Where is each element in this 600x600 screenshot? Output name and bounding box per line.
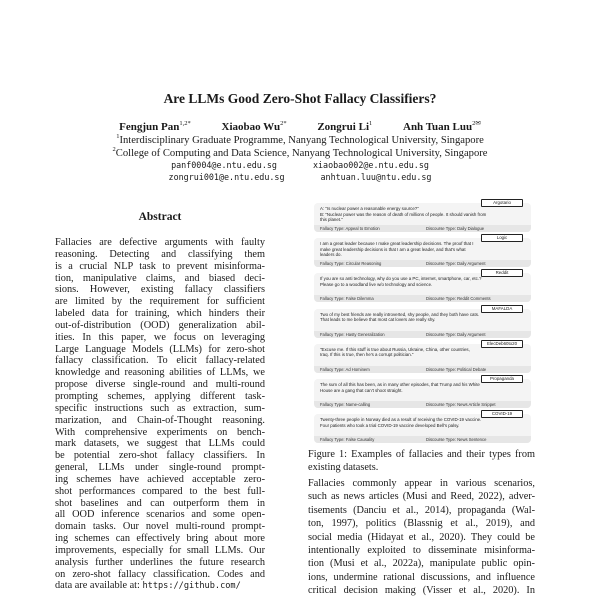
- abstract-line: prompting schemes, applying different task-: [55, 390, 265, 402]
- abstract-line: labeled data for training, which hinders their: [55, 308, 265, 320]
- abstract-line: on zero-shot fallacy classification. Codes and: [55, 568, 265, 580]
- example-text-line: If you are so anti technology, why do you use a PC, internet, smartphone, car, etc.?: [320, 276, 482, 282]
- example-text-line: "Excuse me. If this stuff is true about Russia, Ukraine, China, other countries,: [320, 346, 470, 352]
- dataset-label: MAFALDA: [481, 305, 523, 313]
- abstract-line: sions. However, existing fallacy classifiers: [55, 284, 265, 296]
- author: [119, 121, 191, 133]
- abstract-line: ing schemes can effectively bring about more: [55, 533, 265, 545]
- discourse-type: Discourse Type: Political Debate: [426, 366, 487, 372]
- abstract-line: domain tasks. Our novel multi-round prompt-: [55, 521, 265, 533]
- fallacy-type: Fallacy Type: Appeal to Emotion: [320, 226, 380, 231]
- example-card: [314, 203, 531, 232]
- example-text: [320, 312, 523, 323]
- abstract-line: is a crucial NLP task to prevent misinforma-: [55, 260, 265, 272]
- abstract-line: are limited by the requirement for sufficient: [55, 296, 265, 308]
- dataset-label: Reddit: [481, 269, 523, 277]
- discourse-type: Discourse Type: News Sentence: [426, 437, 487, 443]
- email[interactable]: panf0004@e.ntu.edu.sg: [171, 160, 277, 170]
- abstract-line: fallacy classification. To elicit fallacy-related: [55, 355, 265, 367]
- body-line: ions, undermine rational discussions, and influence: [308, 571, 535, 583]
- author-affil-mark: 2✉: [472, 120, 481, 127]
- example-text-line: I am a great leader because I make great leadership decisions. The proof that I: [320, 241, 474, 247]
- example-type-bar: [314, 225, 531, 232]
- abstract-line: ing schemes have achieved acceptable zero-: [55, 473, 265, 485]
- example-text: [320, 206, 523, 223]
- example-type-bar: [314, 295, 531, 302]
- example-text-line: That leads to me believe that most cat lovers are really shy.: [320, 317, 436, 323]
- fallacy-example: [314, 375, 531, 410]
- abstract-line: reasoning. Detecting and classifying them: [55, 248, 265, 260]
- email-row: [0, 160, 600, 170]
- abstract-line: marization, and Chain-of-Thought reasoning.: [55, 414, 265, 426]
- dataset-label: ElecDeb60to20: [481, 340, 523, 348]
- example-type-bar: [314, 366, 531, 373]
- abstract-line: specific instructions such as extraction, sum-: [55, 402, 265, 414]
- example-text-line: this planet.": [320, 217, 343, 223]
- fallacy-type: Fallacy Type: False Dilemma: [320, 296, 374, 302]
- example-text: [320, 276, 523, 287]
- author-list: [0, 119, 600, 133]
- fallacy-example: [314, 340, 531, 375]
- discourse-type: Discourse Type: Reddit Comments: [426, 296, 491, 302]
- email[interactable]: anhtuan.luu@ntu.edu.sg: [320, 172, 432, 182]
- example-card: [314, 379, 531, 408]
- affiliation: [0, 146, 600, 159]
- example-type-bar: [314, 260, 531, 267]
- paper-title: Are LLMs Good Zero-Shot Fallacy Classifiers?: [163, 91, 437, 106]
- abstract-line: all OOD inference scenarios and some open-: [55, 509, 265, 521]
- example-text: [320, 241, 523, 258]
- body-line: critical decision making (Visser et al., 2020). In: [308, 585, 535, 597]
- example-text-line: B: "Nuclear power was the reason of death of millions of people. It should vanish from: [320, 211, 487, 217]
- abstract-line: shot performances compared to the best full-: [55, 485, 265, 497]
- abstract-line: ities. In this paper, we focus on leveraging: [55, 331, 265, 343]
- affil-text: Interdisciplinary Graduate Programme, Nanyang Technological University, Singapore: [119, 135, 484, 146]
- author-name: Zongrui Li: [317, 121, 369, 133]
- fallacy-example: [314, 305, 531, 340]
- body-line: intentionally exploited to disseminate misinforma-: [308, 544, 535, 556]
- fallacy-type: Fallacy Type: Name-calling: [320, 401, 371, 407]
- fallacy-type: Fallacy Type: False Causality: [320, 437, 375, 443]
- example-text-line: make great leadership decisions is that I am a great leader, and that's what: [320, 246, 466, 252]
- discourse-type: Discourse Type: News Article Snippet: [426, 401, 496, 407]
- example-text-line: Two of my best friends are really introverted, shy people, and they both have cats.: [320, 311, 480, 317]
- example-type-bar: [314, 401, 531, 408]
- example-text-line: House are a gang that can't shoot straight.: [320, 387, 403, 393]
- example-card: [314, 344, 531, 373]
- code-link[interactable]: https://github.com/: [142, 581, 241, 592]
- dataset-label: COVID-19: [481, 410, 523, 418]
- author: [403, 121, 481, 133]
- abstract-line: analysis further underlines the future research: [55, 556, 265, 568]
- example-type-bar: [314, 331, 531, 338]
- example-text-line: Four patients who took a trial COVID-19 vaccine developed Bell's palsy.: [320, 422, 460, 428]
- body-line: Fallacies commonly appear in various scenarios,: [308, 478, 535, 489]
- body-line: such as news articles (Musi and Reed, 2022), adver-: [308, 491, 535, 503]
- caption-line: Figure 1: Examples of fallacies and their types from: [308, 449, 535, 460]
- example-text: [320, 417, 523, 428]
- email[interactable]: xiaobao002@e.ntu.edu.sg: [312, 160, 429, 170]
- author: [317, 121, 372, 133]
- example-text-line: leaders do.: [320, 252, 342, 258]
- discourse-type: Discourse Type: Daily Argument: [426, 261, 486, 267]
- abstract-line-text: data are available at:: [55, 580, 143, 592]
- abstract-line: shot baselines and can outperform them in: [55, 497, 265, 509]
- email-row: [0, 172, 600, 182]
- author-affil-mark: 1: [369, 120, 373, 127]
- example-card: [314, 273, 531, 302]
- abstract-line: knowledge and reasoning abilities of LLMs, we: [55, 367, 265, 379]
- fallacy-example: [314, 410, 531, 445]
- abstract-line: be potential zero-shot fallacy classifiers. In: [55, 450, 265, 462]
- example-card: [314, 414, 531, 443]
- author-name: Xiaobao Wu: [221, 121, 281, 133]
- example-text: [320, 347, 523, 358]
- example-text-line: A: "Is nuclear power a reasonable energy source?": [320, 206, 419, 211]
- example-text: [320, 382, 523, 393]
- fallacy-example: [314, 199, 531, 234]
- affil-number: 2: [112, 146, 116, 153]
- author: [222, 121, 287, 133]
- affil-number: 1: [116, 133, 120, 140]
- fallacy-type: Fallacy Type: Hasty Generalization: [320, 331, 385, 337]
- abstract-line: mark datasets, we suggest that LLMs could: [55, 438, 265, 450]
- fallacy-type: Fallacy Type: Ad Hominem: [320, 366, 370, 372]
- abstract-line: Fallacies are defective arguments with faulty: [55, 237, 265, 248]
- dataset-label: Logic: [481, 234, 523, 242]
- abstract-line: out-of-distribution (OOD) generalization abil-: [55, 319, 265, 331]
- discourse-type: Discourse Type: Daily Argument: [426, 331, 486, 337]
- body-line: ton, 1997), politics (Blassnig et al., 2019), and: [308, 518, 535, 530]
- dataset-label: Propaganda: [481, 375, 523, 383]
- abstract-line: general, LLMs under single-round prompt-: [55, 462, 265, 474]
- body-line: tion (Musi et al., 2022a), manipulate public opin-: [308, 558, 535, 570]
- body-line: tisements (Danciu et al., 2014), propaganda (Wal-: [308, 504, 535, 516]
- discourse-type: Discourse Type: Daily Dialogue: [426, 226, 485, 231]
- figure-1: [314, 199, 531, 445]
- body-line: social media (Hidayat et al., 2020). They could be: [308, 531, 535, 543]
- fallacy-example: [314, 234, 531, 269]
- example-card: [314, 238, 531, 267]
- email[interactable]: zongrui001@e.ntu.edu.sg: [168, 172, 285, 182]
- abstract-line: [55, 580, 265, 592]
- author-name: Anh Tuan Luu: [403, 121, 473, 133]
- example-text-line: The sum of all this has been, as in many other episodes, that Trump and his White: [320, 381, 480, 387]
- caption-line: existing datasets.: [308, 461, 379, 473]
- abstract-line: propose diverse single-round and multi-round: [55, 379, 265, 391]
- author-name: Fengjun Pan: [119, 121, 180, 133]
- fallacy-type: Fallacy Type: Circular Reasoning: [320, 261, 382, 267]
- author-affil-mark: 2*: [280, 120, 287, 127]
- abstract-line: With comprehensive experiments on bench-: [55, 426, 265, 438]
- example-text-line: Please go to a woodland live w/o technology and science.: [320, 281, 433, 287]
- introduction-text: [308, 477, 535, 598]
- affiliation: [0, 133, 600, 146]
- dataset-label: Argotario: [481, 199, 523, 207]
- figure-caption: [308, 449, 535, 474]
- abstract-body: [55, 237, 265, 592]
- fallacy-example: [314, 269, 531, 304]
- example-type-bar: [314, 436, 531, 443]
- abstract-line: tion, manipulative claims, and biased deci-: [55, 272, 265, 284]
- example-card: [314, 309, 531, 338]
- example-text-line: Iraq. If this is true, then he's a corrupt politician.": [320, 352, 414, 358]
- abstract-line: improvements, especially for small LLMs. Our: [55, 544, 265, 556]
- abstract-line: Large Language Models (LLMs) for zero-shot: [55, 343, 265, 355]
- abstract-heading: Abstract: [138, 211, 182, 223]
- example-text-line: Twenty-three people in Norway died as a result of receiving the COVID-19 vaccine.: [320, 417, 482, 423]
- author-affil-mark: 1,2*: [179, 120, 191, 127]
- affil-text: College of Computing and Data Science, Nanyang Technological University, Singapore: [115, 148, 488, 159]
